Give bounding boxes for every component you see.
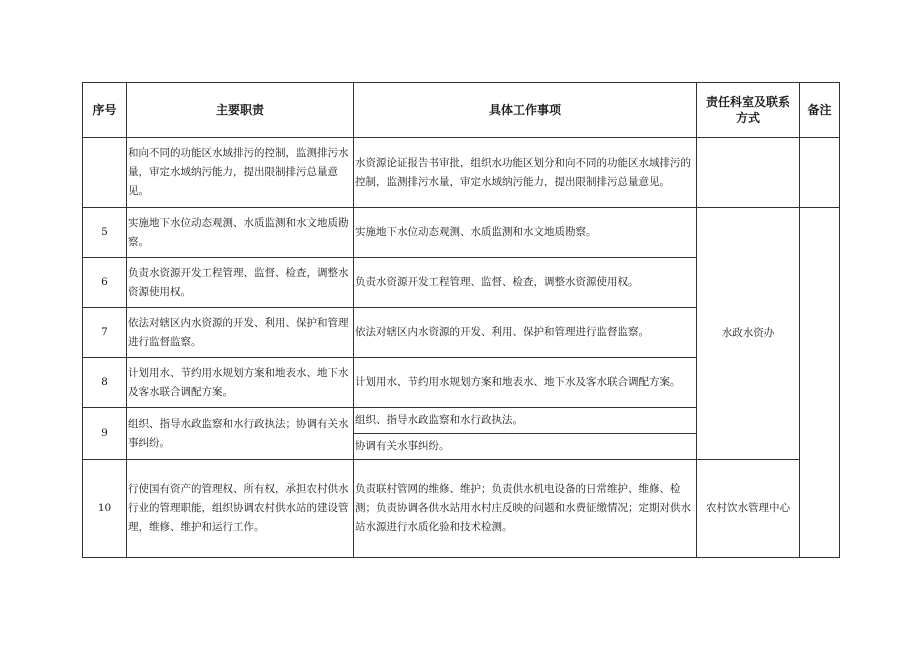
table-row — [83, 138, 840, 208]
row-tasks: 负责联村管网的维修、维护；负责供水机电设备的日常维护、维修、检测；负责协调各供水站用水村庄反映的问题和水费征缴情况；定期对供水站水源进行水质化验和技术检测。 — [354, 460, 697, 558]
table-row — [83, 460, 840, 558]
row-no: 9 — [83, 408, 127, 460]
row-duty: 负责水资源开发工程管理、监督、检查，调整水资源使用权。 — [127, 258, 354, 308]
row-no: 10 — [83, 460, 127, 558]
row-no — [83, 138, 127, 208]
row-tasks: 实施地下水位动态观测、水质监测和水文地质勘察。 — [354, 208, 697, 258]
row-duty: 计划用水、节约用水规划方案和地表水、地下水及客水联合调配方案。 — [127, 358, 354, 408]
row-duty: 组织、指导水政监察和水行政执法；协调有关水事纠纷。 — [127, 408, 354, 460]
row-no: 8 — [83, 358, 127, 408]
header-tasks: 具体工作事项 — [354, 83, 697, 138]
table-header-row — [83, 83, 840, 138]
header-remarks: 备注 — [800, 83, 840, 138]
row-dept — [697, 138, 800, 208]
header-no: 序号 — [83, 83, 127, 138]
row-tasks-part: 组织、指导水政监察和水行政执法。 — [355, 414, 523, 426]
table-row — [83, 208, 840, 258]
remarks-cell — [800, 208, 840, 558]
header-dept: 责任科室及联系方式 — [697, 83, 800, 138]
dept-water-admin: 水政水资办 — [697, 208, 800, 460]
row-no: 5 — [83, 208, 127, 258]
row-no: 7 — [83, 308, 127, 358]
dept-rural-water: 农村饮水管理中心 — [697, 460, 800, 558]
header-duty: 主要职责 — [127, 83, 354, 138]
row-duty: 依法对辖区内水资源的开发、利用、保护和管理进行监督监察。 — [127, 308, 354, 358]
row-remarks — [800, 138, 840, 208]
row-tasks: 计划用水、节约用水规划方案和地表水、地下水及客水联合调配方案。 — [354, 358, 697, 408]
row-tasks — [354, 408, 697, 460]
duty-table — [82, 82, 840, 558]
row-tasks-part: 协调有关水事纠纷。 — [354, 433, 696, 459]
row-tasks: 依法对辖区内水资源的开发、利用、保护和管理进行监督监察。 — [354, 308, 697, 358]
row-duty: 实施地下水位动态观测、水质监测和水文地质勘察。 — [127, 208, 354, 258]
row-no: 6 — [83, 258, 127, 308]
row-tasks: 水资源论证报告书审批，组织水功能区划分和向不同的功能区水域排污的控制，监测排污水量，审定水域纳污能力，提出限制排污总量意见。 — [354, 138, 697, 208]
row-tasks: 负责水资源开发工程管理、监督、检查，调整水资源使用权。 — [354, 258, 697, 308]
row-duty: 和向不同的功能区水域排污的控制，监测排污水量，审定水域纳污能力，提出限制排污总量意见。 — [127, 138, 354, 208]
row-duty: 行使国有资产的管理权、所有权，承担农村供水行业的管理职能，组织协调农村供水站的建设管理，维修、维护和运行工作。 — [127, 460, 354, 558]
